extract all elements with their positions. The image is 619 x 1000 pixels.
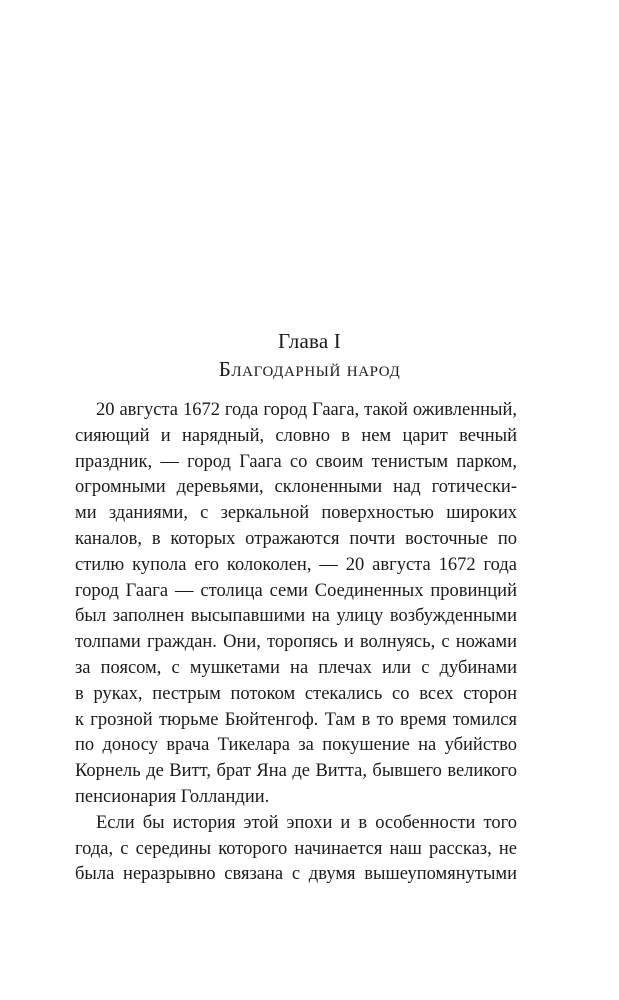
text-line: года, с середины которого начинается наш рассказ, не [75,838,517,859]
text-line: 20 августа 1672 года город Гаага, такой оживленный, [96,400,517,420]
text-line: стилю купола его колоколен, — 20 августа 1672 года [75,554,517,575]
chapter-number: Глава I [278,329,341,353]
text-line: сияющий и нарядный, словно в нем царит вечный [75,425,517,446]
text-line: ми зданиями, с зеркальной поверхностью широких [75,503,517,524]
text-line: пенсионария Голландии. [75,786,270,807]
text-line: за поясом, с мушкетами на плечах или с дубинами [75,657,517,678]
chapter-title: Благодарный народ [218,357,401,381]
text-line: толпами граждан. Они, торопясь и волнуясь, с ножами [75,632,517,653]
text-line: Корнель де Витт, брат Яна де Витта, бывшего великого [75,761,517,782]
text-line: город Гаага — столица семи Соединенных провинций [75,580,517,601]
text-line: был заполнен высыпавшими на улицу возбужденными [75,606,517,627]
chapter-text [75,398,517,888]
text-line: в руках, пестрым потоком стекались со всех сторон [75,683,517,704]
text-line: праздник, — город Гаага со своим тенистым парком, [75,451,517,472]
text-line: огромными деревьями, склоненными над готически- [75,477,517,498]
text-line: Если бы история этой эпохи и в особенности того [96,812,517,833]
text-line: по доносу врача Тикелара за покушение на убийство [75,735,517,756]
text-line: к грозной тюрьме Бюйтенгоф. Там в то время томился [75,709,517,730]
text-line: была неразрывно связана с двумя вышеупомянутыми [75,864,517,885]
text-line: каналов, в которых отражаются почти восточные по [75,528,517,549]
